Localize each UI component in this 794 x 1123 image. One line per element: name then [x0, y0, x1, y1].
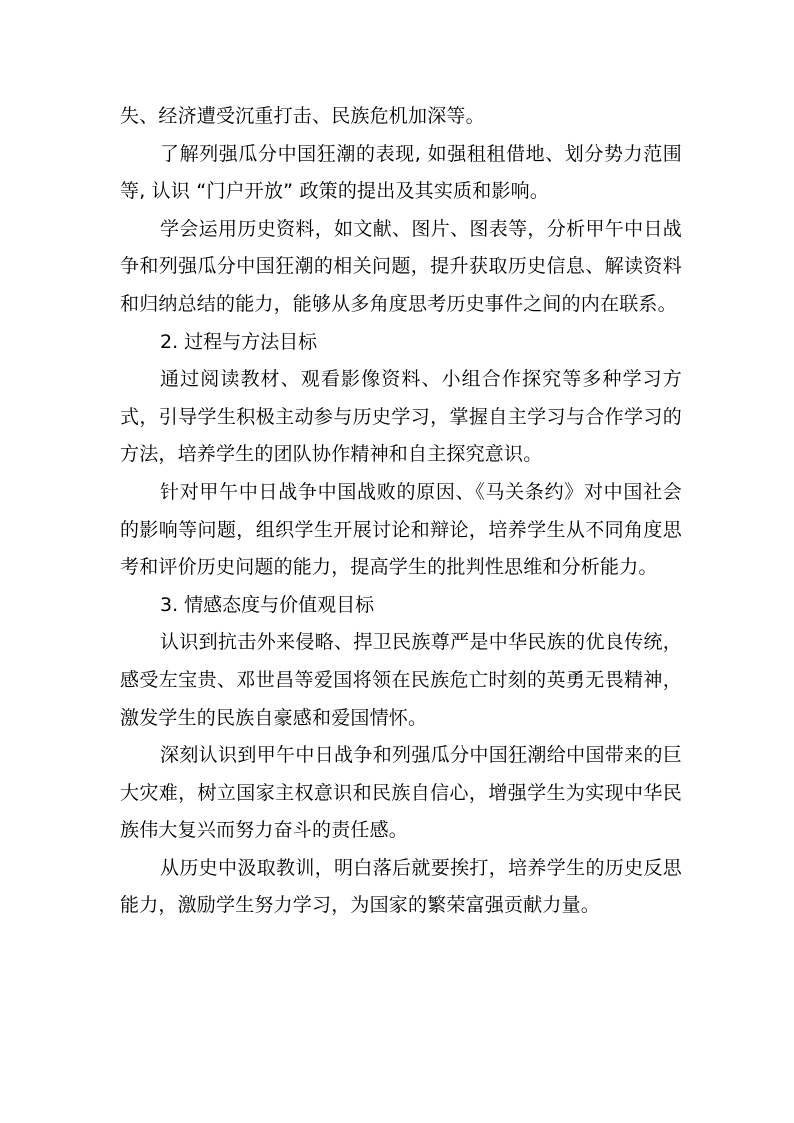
paragraph-national-sovereignty: 深刻认识到甲午中日战争和列强瓜分中国狂潮给中国带来的巨大灾难，树立国家主权意识和民族自信心，增强学生为实现中华民族伟大复兴而努力奋斗的责任感。: [120, 744, 682, 842]
paragraph-discussion-debate: 针对甲午中日战争中国战败的原因、《马关条约》对中国社会的影响等问题，组织学生开展讨论和辩论，培养学生从不同角度思考和评价历史问题的能力，提高学生的批判性思维和分析能力。: [120, 480, 682, 579]
section-heading-process-methods: 2. 过程与方法目标: [160, 330, 318, 353]
paragraph-partition-knowledge: 了解列强瓜分中国狂潮的表现, 如强租租借地、划分势力范围等, 认识 “门户开放” 政策的提出及其实质和影响。: [120, 142, 682, 203]
paragraph-lessons-from-history: 从历史中汲取教训，明白落后就要挨打，培养学生的历史反思能力，激励学生努力学习，为国家的繁荣富强贡献力量。: [120, 856, 682, 917]
paragraph-learning-methods: 通过阅读教材、观看影像资料、小组合作探究等多种学习方式，引导学生积极主动参与历史学习，掌握自主学习与合作学习的方法，培养学生的团队协作精神和自主探究意识。: [120, 368, 682, 466]
paragraph-historical-sources: 学会运用历史资料，如文献、图片、图表等，分析甲午中日战争和列强瓜分中国狂潮的相关问题，提升获取历史信息、解读资料和归纳总结的能力，能够从多角度思考历史事件之间的内在联系。: [120, 217, 682, 315]
paragraph-continuation: 失、经济遭受沉重打击、民族危机加深等。: [120, 105, 485, 127]
paragraph-patriotism: 认识到抗击外来侵略、捍卫民族尊严是中华民族的优良传统，感受左宝贵、邓世昌等爱国将领在民族危亡时刻的英勇无畏精神，激发学生的民族自豪感和爱国情怀。: [120, 631, 682, 729]
document-body: [120, 98, 682, 925]
section-heading-values: 3. 情感态度与价值观目标: [160, 593, 375, 616]
